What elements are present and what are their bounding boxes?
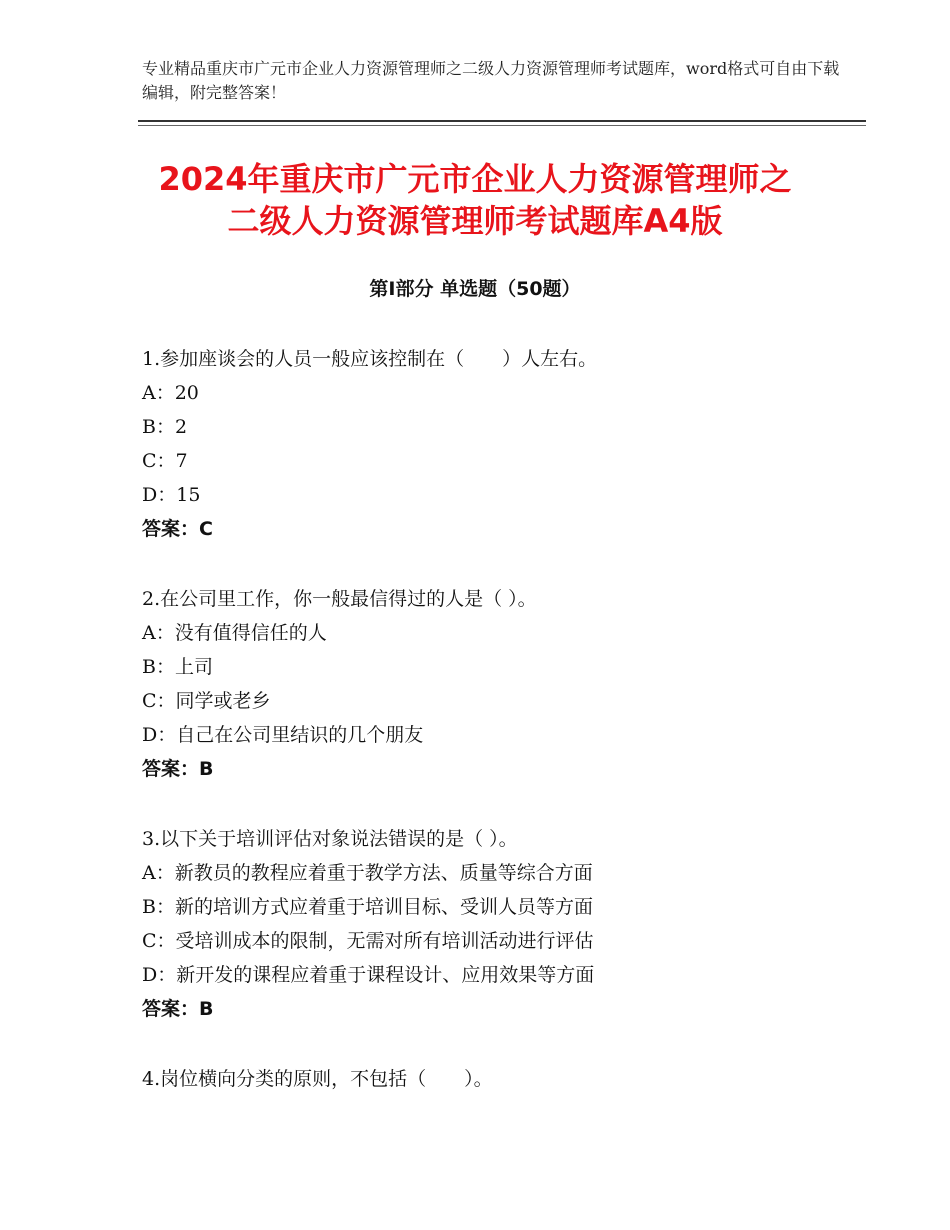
header-note: 专业精品重庆市广元市企业人力资源管理师之二级人力资源管理师考试题库，word格式可自由下载编辑，附完整答案！ (142, 59, 840, 102)
option-d: D：15 (142, 484, 201, 506)
question-stem: 4.岗位横向分类的原则，不包括（ ）。 (142, 1068, 493, 1090)
header-divider-thin (138, 125, 866, 126)
option-c: C：7 (142, 450, 188, 472)
title-line-1: 2024年重庆市广元市企业人力资源管理师之 (158, 160, 792, 198)
document-title (100, 158, 850, 242)
question-2 (142, 582, 842, 786)
option-c: C：受培训成本的限制，无需对所有培训活动进行评估 (142, 930, 594, 952)
answer: 答案：B (142, 758, 214, 780)
question-3 (142, 822, 842, 1026)
question-stem: 3.以下关于培训评估对象说法错误的是（ ）。 (142, 828, 518, 850)
option-b: B：上司 (142, 656, 213, 678)
question-stem: 1.参加座谈会的人员一般应该控制在（ ）人左右。 (142, 348, 598, 370)
title-line-2: 二级人力资源管理师考试题库A4版 (227, 202, 723, 240)
option-d: D：新开发的课程应着重于课程设计、应用效果等方面 (142, 964, 595, 986)
option-b: B：新的培训方式应着重于培训目标、受训人员等方面 (142, 896, 593, 918)
answer: 答案：B (142, 998, 214, 1020)
option-b: B：2 (142, 416, 188, 438)
question-4 (142, 1062, 842, 1096)
section-title: 第Ⅰ部分 单选题（50题） (369, 278, 581, 300)
option-a: A：没有值得信任的人 (142, 622, 327, 644)
question-stem: 2.在公司里工作，你一般最信得过的人是（ ）。 (142, 588, 537, 610)
option-d: D：自己在公司里结识的几个朋友 (142, 724, 424, 746)
question-list (142, 342, 842, 1132)
option-a: A：20 (142, 382, 199, 404)
option-a: A：新教员的教程应着重于教学方法、质量等综合方面 (142, 862, 593, 884)
option-c: C：同学或老乡 (142, 690, 271, 712)
header-divider (138, 120, 866, 122)
question-1 (142, 342, 842, 546)
answer: 答案：C (142, 518, 213, 540)
